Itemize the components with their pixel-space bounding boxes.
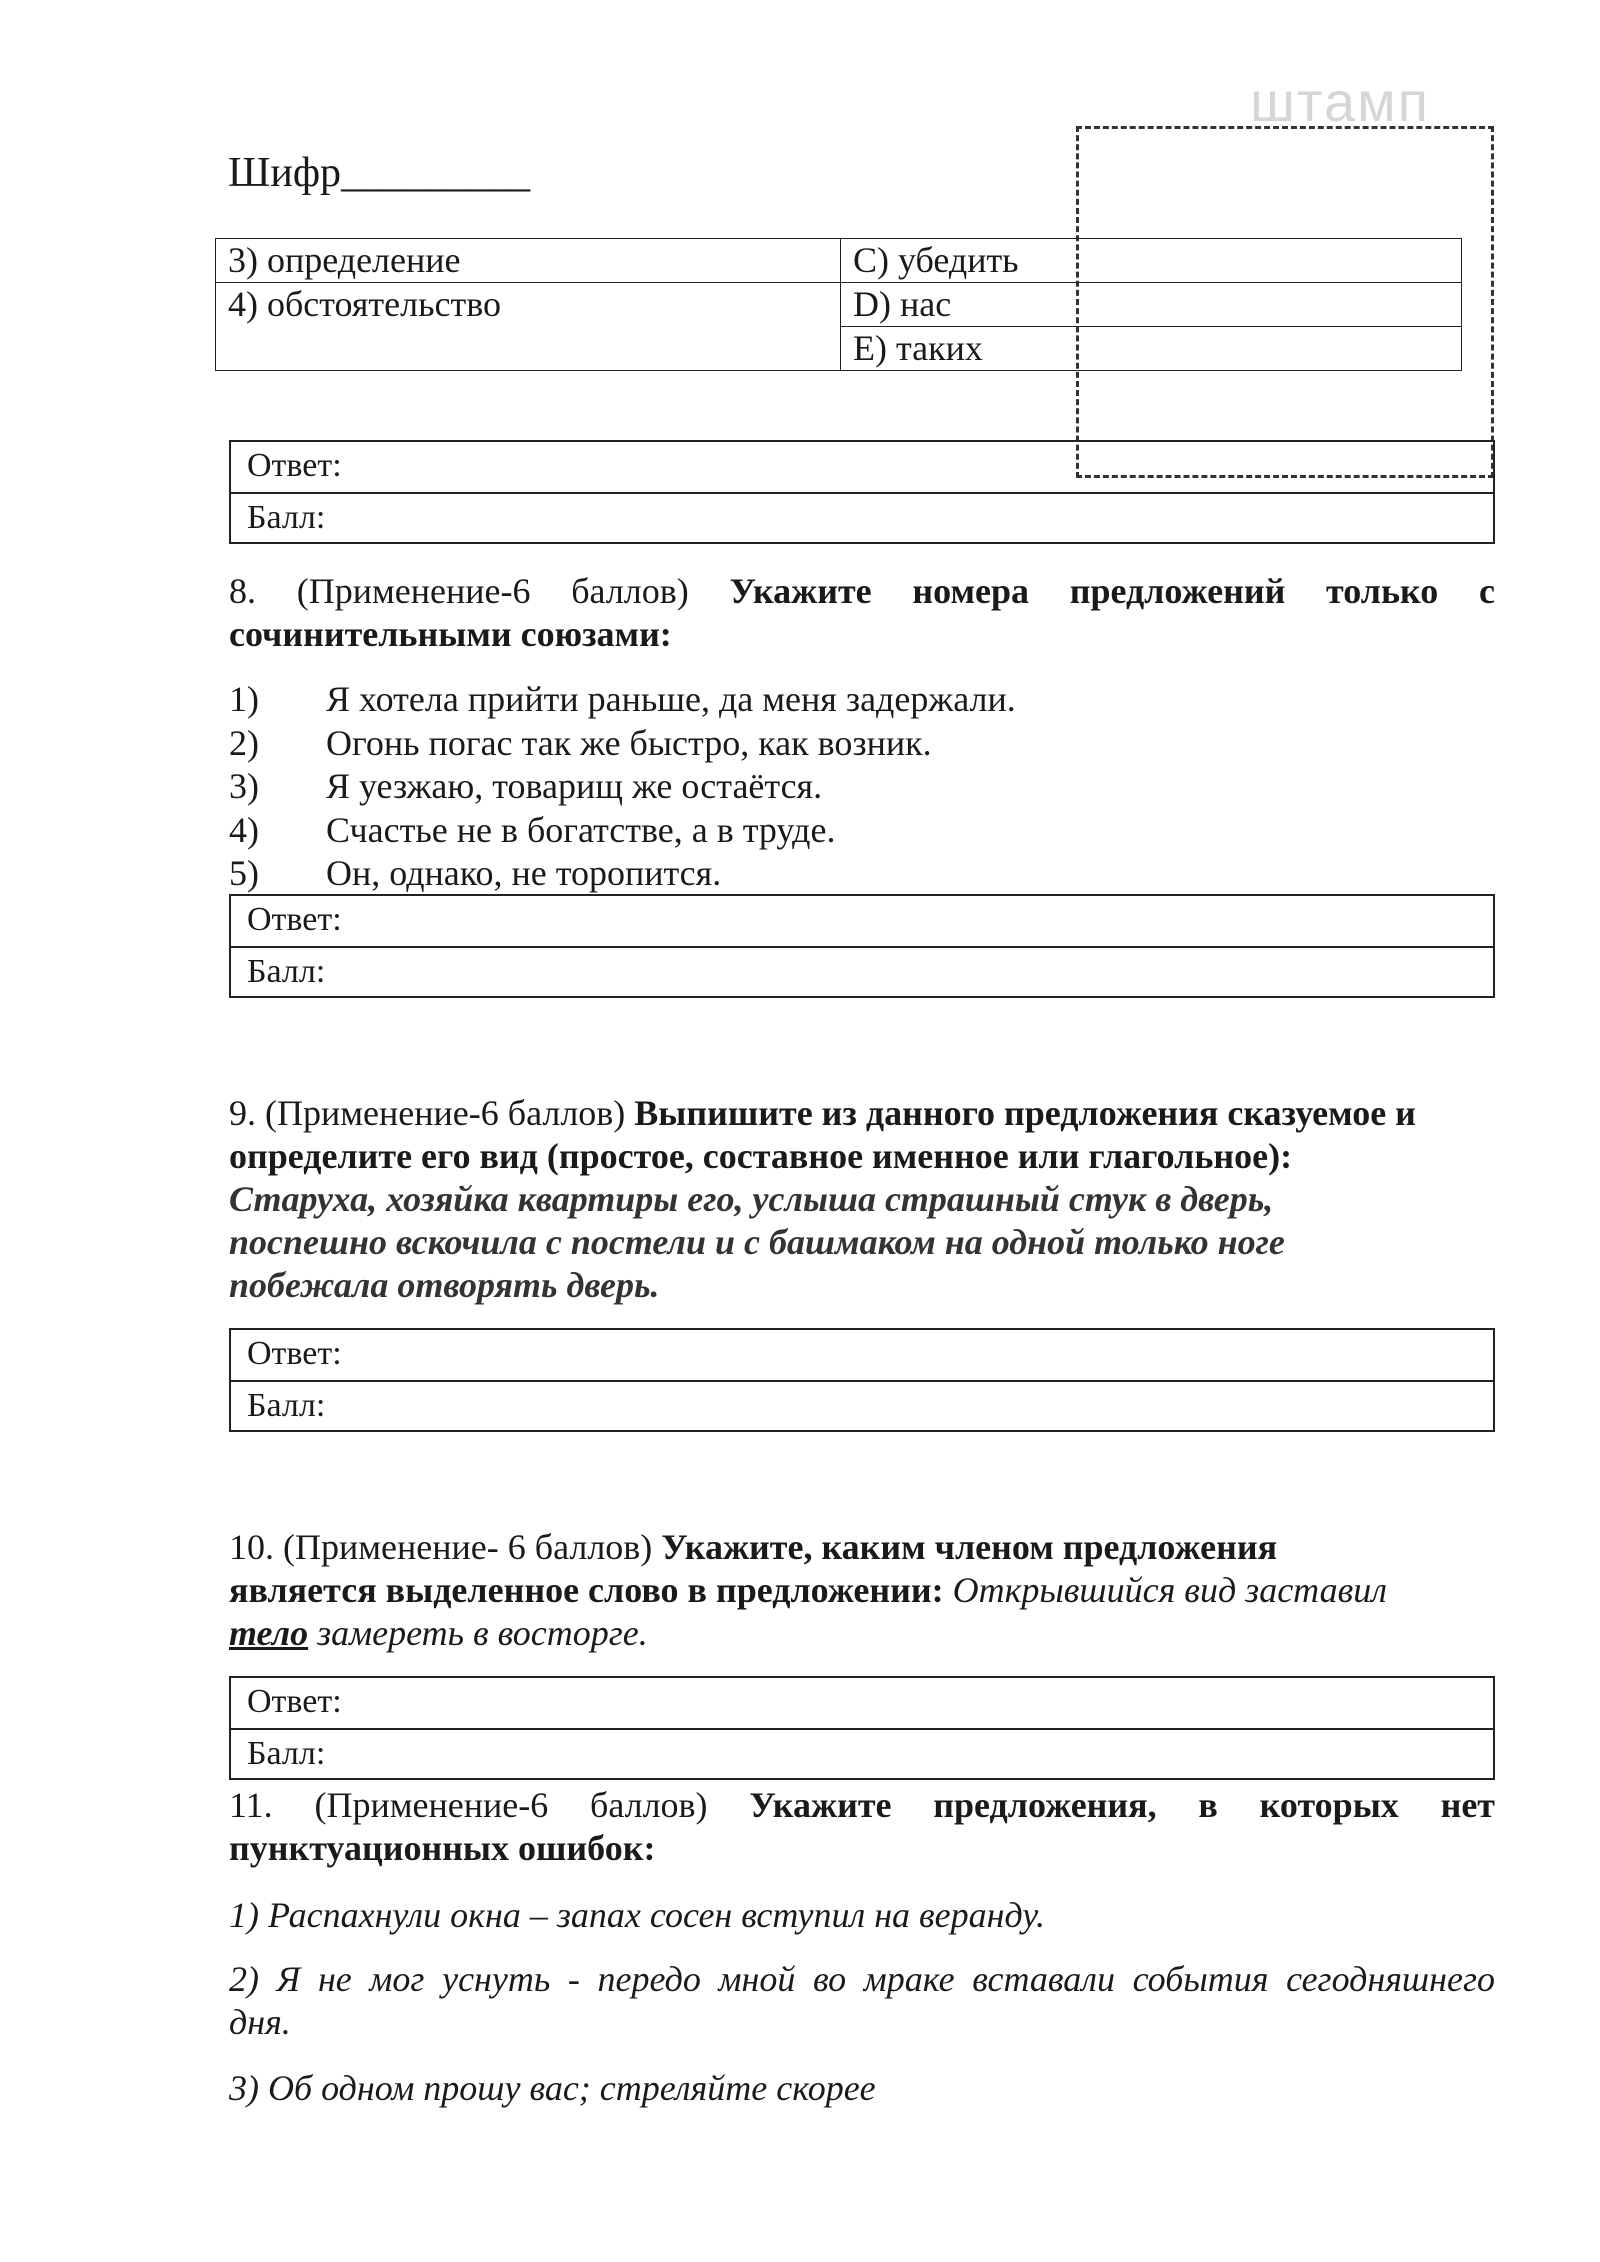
question-10 bbox=[229, 1526, 1495, 1655]
table-row bbox=[216, 239, 1462, 283]
table-cell-left: 4) обстоятельство bbox=[216, 283, 841, 371]
score-field[interactable]: Балл: bbox=[231, 1728, 1493, 1778]
question-9-example-line1: Старуха, хозяйка квартиры его, услыша страшный стук в дверь, bbox=[229, 1179, 1274, 1219]
option-text: Счастье не в богатстве, а в труде. bbox=[326, 809, 836, 850]
question-10-example-part1: Открывшийся вид заставил bbox=[952, 1570, 1387, 1610]
stamp-label: штамп bbox=[1250, 70, 1430, 133]
option-number: 2) bbox=[229, 722, 259, 763]
list-item bbox=[229, 765, 1495, 809]
option-number: 5) bbox=[229, 853, 259, 893]
question-11-sentence-3: 3) Об одном прошу вас; стреляйте скорее bbox=[229, 2068, 876, 2108]
cipher-blank[interactable]: _________ bbox=[341, 150, 531, 196]
question-11-prefix: 11. (Применение-6 баллов) bbox=[229, 1785, 708, 1825]
list-item bbox=[229, 852, 1495, 896]
question-8-prefix: 8. (Применение-6 баллов) bbox=[229, 571, 689, 611]
option-number: 3) bbox=[229, 766, 259, 806]
question-10-line2 bbox=[229, 1569, 1495, 1612]
question-8-task: Укажите номера предложений только с bbox=[729, 571, 1495, 611]
question-10-highlighted-word: тело bbox=[229, 1613, 309, 1653]
answer-box-q8 bbox=[229, 894, 1495, 998]
question-8-task-cont: сочинительными союзами: bbox=[229, 614, 672, 654]
question-10-line1 bbox=[229, 1526, 1495, 1569]
table-cell-left: 3) определение bbox=[216, 239, 841, 283]
list-item bbox=[229, 809, 1495, 853]
question-11-task: Укажите предложения, в которых нет bbox=[749, 1785, 1495, 1825]
cipher-label: Шифр bbox=[228, 150, 342, 196]
option-text: Он, однако, не торопится. bbox=[326, 853, 722, 893]
question-11-sentence-2-cont: дня. bbox=[229, 2002, 291, 2042]
option-number: 4) bbox=[229, 809, 259, 850]
score-field[interactable]: Балл: bbox=[231, 1380, 1493, 1430]
question-9 bbox=[229, 1092, 1495, 1307]
answer-field[interactable]: Ответ: bbox=[247, 901, 342, 938]
question-9-task: Выпишите из данного предложения сказуемое и bbox=[634, 1093, 1416, 1133]
question-9-example-line2: поспешно вскочила с постели и с башмаком на одной только ноге bbox=[229, 1222, 1285, 1262]
list-item bbox=[229, 678, 1495, 722]
answer-box-q9 bbox=[229, 1328, 1495, 1432]
table-row bbox=[216, 283, 1462, 327]
option-number: 1) bbox=[229, 679, 259, 719]
question-8 bbox=[229, 570, 1495, 656]
matching-table bbox=[215, 238, 1462, 371]
question-11 bbox=[229, 1784, 1495, 1870]
question-9-example-line3: побежала отворять дверь. bbox=[229, 1265, 660, 1305]
question-10-prefix: 10. (Применение- 6 баллов) bbox=[229, 1527, 653, 1567]
question-11-sentence-2: 2) Я не мог уснуть - передо мной во мраке вставали события сегодняшнего bbox=[229, 1959, 1495, 1999]
answer-field[interactable]: Ответ: bbox=[247, 447, 342, 484]
question-10-task-cont: является выделенное слово в предложении: bbox=[229, 1570, 944, 1610]
score-field[interactable]: Балл: bbox=[231, 492, 1493, 542]
table-cell-right: D) нас bbox=[841, 283, 1462, 327]
table-cell-right: C) убедить bbox=[841, 239, 1462, 283]
question-8-line1 bbox=[229, 570, 1495, 613]
question-11-task-cont: пунктуационных ошибок: bbox=[229, 1828, 656, 1868]
answer-box-q7 bbox=[229, 440, 1495, 544]
option-text: Огонь погас так же быстро, как возник. bbox=[326, 722, 932, 763]
answer-box-q10 bbox=[229, 1676, 1495, 1780]
question-9-line1 bbox=[229, 1092, 1495, 1135]
question-11-line1 bbox=[229, 1784, 1495, 1827]
question-10-line3 bbox=[229, 1612, 1495, 1655]
answer-field[interactable]: Ответ: bbox=[247, 1335, 342, 1372]
question-10-example-part2: замереть в восторге. bbox=[317, 1613, 648, 1653]
answer-field[interactable]: Ответ: bbox=[247, 1683, 342, 1720]
question-10-task: Укажите, каким членом предложения bbox=[661, 1527, 1278, 1567]
option-text: Я уезжаю, товарищ же остаётся. bbox=[326, 766, 823, 806]
list-item bbox=[229, 722, 1495, 766]
score-field[interactable]: Балл: bbox=[231, 946, 1493, 996]
question-11-sentence-1: 1) Распахнули окна – запах сосен вступил на веранду. bbox=[229, 1895, 1045, 1935]
option-text: Я хотела прийти раньше, да меня задержали. bbox=[326, 679, 1016, 719]
question-8-options bbox=[229, 678, 1495, 896]
question-9-task-cont: определите его вид (простое, составное именное или глагольное): bbox=[229, 1136, 1293, 1176]
cipher-field bbox=[228, 148, 530, 198]
table-cell-right: E) таких bbox=[841, 327, 1462, 371]
question-9-prefix: 9. (Применение-6 баллов) bbox=[229, 1093, 626, 1133]
